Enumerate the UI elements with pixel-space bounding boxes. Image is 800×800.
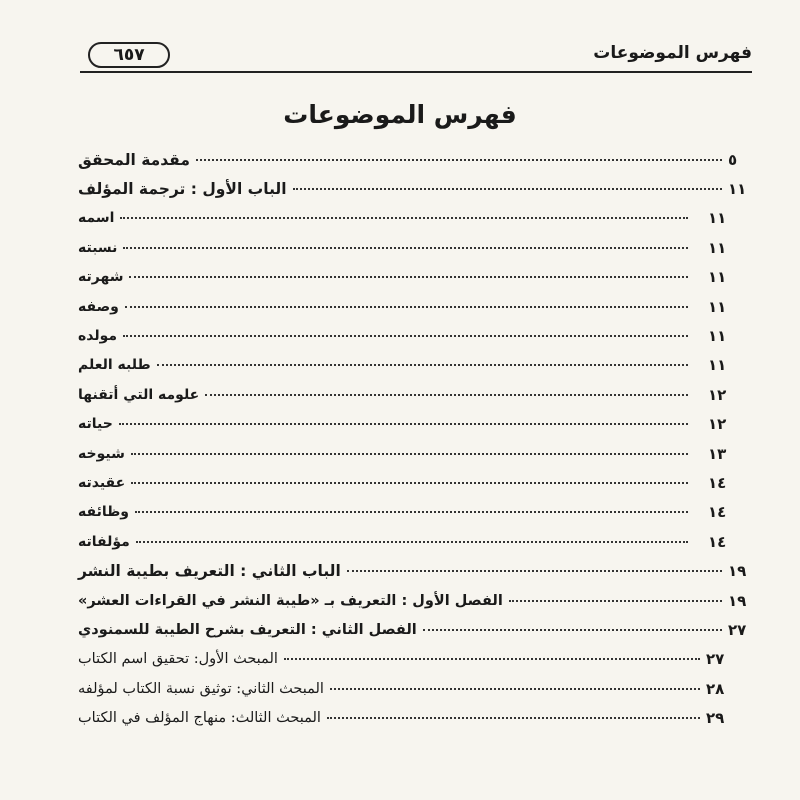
toc-entry[interactable] xyxy=(78,468,752,497)
toc-entry[interactable] xyxy=(78,292,752,321)
toc-entry-title: الباب الثاني : التعريف بطيبة النشر xyxy=(78,562,341,581)
toc-entry[interactable] xyxy=(78,703,752,732)
dot-leader xyxy=(293,188,722,190)
toc-entry-title: المبحث الثالث: منهاج المؤلف في الكتاب xyxy=(78,710,321,727)
toc-entry-title: الباب الأول : ترجمة المؤلف xyxy=(78,180,287,199)
toc-entry[interactable] xyxy=(78,615,752,644)
dot-leader xyxy=(120,217,688,219)
toc-entry-page: ١٩ xyxy=(728,591,747,610)
dot-leader xyxy=(131,453,688,455)
header-rule xyxy=(80,71,752,73)
page-number-badge: ٦٥٧ xyxy=(88,42,170,68)
toc-entry-page: ١١ xyxy=(708,297,727,316)
toc-entry-title: نسبته xyxy=(78,239,118,256)
dot-leader xyxy=(119,423,688,425)
toc-entry-title: وظائفه xyxy=(78,504,129,521)
dot-leader xyxy=(423,629,722,631)
page-title: فهرس الموضوعات xyxy=(283,100,517,129)
toc-entry-page: ٢٧ xyxy=(706,650,725,669)
toc-entry[interactable] xyxy=(78,351,752,380)
toc-entry[interactable] xyxy=(78,645,752,674)
toc-entry-page: ١٤ xyxy=(708,503,727,522)
toc-entry-page: ٢٩ xyxy=(706,709,725,728)
toc-entry[interactable] xyxy=(78,498,752,527)
toc-entry-page: ٢٨ xyxy=(706,679,725,698)
dot-leader xyxy=(330,688,700,690)
toc-entry[interactable] xyxy=(78,321,752,350)
toc-entry-title: المبحث الثاني: توثيق نسبة الكتاب لمؤلفه xyxy=(78,680,324,697)
toc-entry-title: مقدمة المحقق xyxy=(78,150,190,169)
toc-entry-title: طلبه العلم xyxy=(78,357,151,374)
dot-leader xyxy=(196,159,722,161)
toc-entry-title: شيوخه xyxy=(78,445,125,462)
toc-entry-title: عقيدته xyxy=(78,474,126,491)
toc-entry-page: ١٩ xyxy=(728,562,747,581)
running-title: فهرس الموضوعات xyxy=(593,43,752,63)
toc-entry-page: ١٣ xyxy=(708,444,727,463)
dot-leader xyxy=(129,276,688,278)
toc-entry-title: حياته xyxy=(78,416,113,433)
toc-entry-page: ١١ xyxy=(708,327,727,346)
dot-leader xyxy=(123,247,688,249)
toc-entry[interactable] xyxy=(78,174,752,203)
toc-entry[interactable] xyxy=(78,674,752,703)
toc-entry-page: ١٢ xyxy=(708,415,727,434)
toc-entry-page: ٥ xyxy=(728,150,738,169)
toc-entry[interactable] xyxy=(78,233,752,262)
dot-leader xyxy=(135,511,688,513)
toc-entry-title: المبحث الأول: تحقيق اسم الكتاب xyxy=(78,651,278,668)
toc-entry-title: مولده xyxy=(78,328,118,345)
dot-leader xyxy=(327,717,700,719)
dot-leader xyxy=(347,570,722,572)
toc-entry-page: ٢٧ xyxy=(728,620,747,639)
toc-entry[interactable] xyxy=(78,586,752,615)
dot-leader xyxy=(131,482,688,484)
toc-entry-page: ١٤ xyxy=(708,473,727,492)
dot-leader xyxy=(125,306,688,308)
toc-entry-page: ١١ xyxy=(708,268,727,287)
toc-entry-page: ١١ xyxy=(708,356,727,375)
toc-entry-title: علومه التي أتقنها xyxy=(78,386,200,403)
dot-leader xyxy=(284,658,700,660)
running-header xyxy=(80,40,752,74)
toc-entry-title: اسمه xyxy=(78,210,115,227)
toc-entry-page: ١٤ xyxy=(708,532,727,551)
toc-entry[interactable] xyxy=(78,145,752,174)
toc-entry-title: وصفه xyxy=(78,298,119,315)
toc-entry[interactable] xyxy=(78,439,752,468)
toc-entry[interactable] xyxy=(78,527,752,556)
toc-entry-page: ١٢ xyxy=(708,385,727,404)
dot-leader xyxy=(123,335,688,337)
toc-entry-page: ١١ xyxy=(708,238,727,257)
dot-leader xyxy=(205,394,688,396)
toc-entry[interactable] xyxy=(78,263,752,292)
toc-entry-title: مؤلفاته xyxy=(78,533,130,550)
dot-leader xyxy=(136,541,688,543)
toc-entry[interactable] xyxy=(78,204,752,233)
toc-entry-page: ١١ xyxy=(708,209,727,228)
toc-entry-title: شهرته xyxy=(78,269,124,286)
toc-entry-title: الفصل الأول : التعريف بـ «طيبة النشر في القراءات العشر» xyxy=(78,592,503,609)
table-of-contents xyxy=(78,145,752,733)
toc-entry[interactable] xyxy=(78,556,752,585)
dot-leader xyxy=(157,364,688,366)
toc-entry-page: ١١ xyxy=(728,180,747,199)
toc-entry-title: الفصل الثاني : التعريف بشرح الطيبة للسمنودي xyxy=(78,621,417,638)
dot-leader xyxy=(509,600,722,602)
toc-entry[interactable] xyxy=(78,380,752,409)
toc-entry[interactable] xyxy=(78,410,752,439)
